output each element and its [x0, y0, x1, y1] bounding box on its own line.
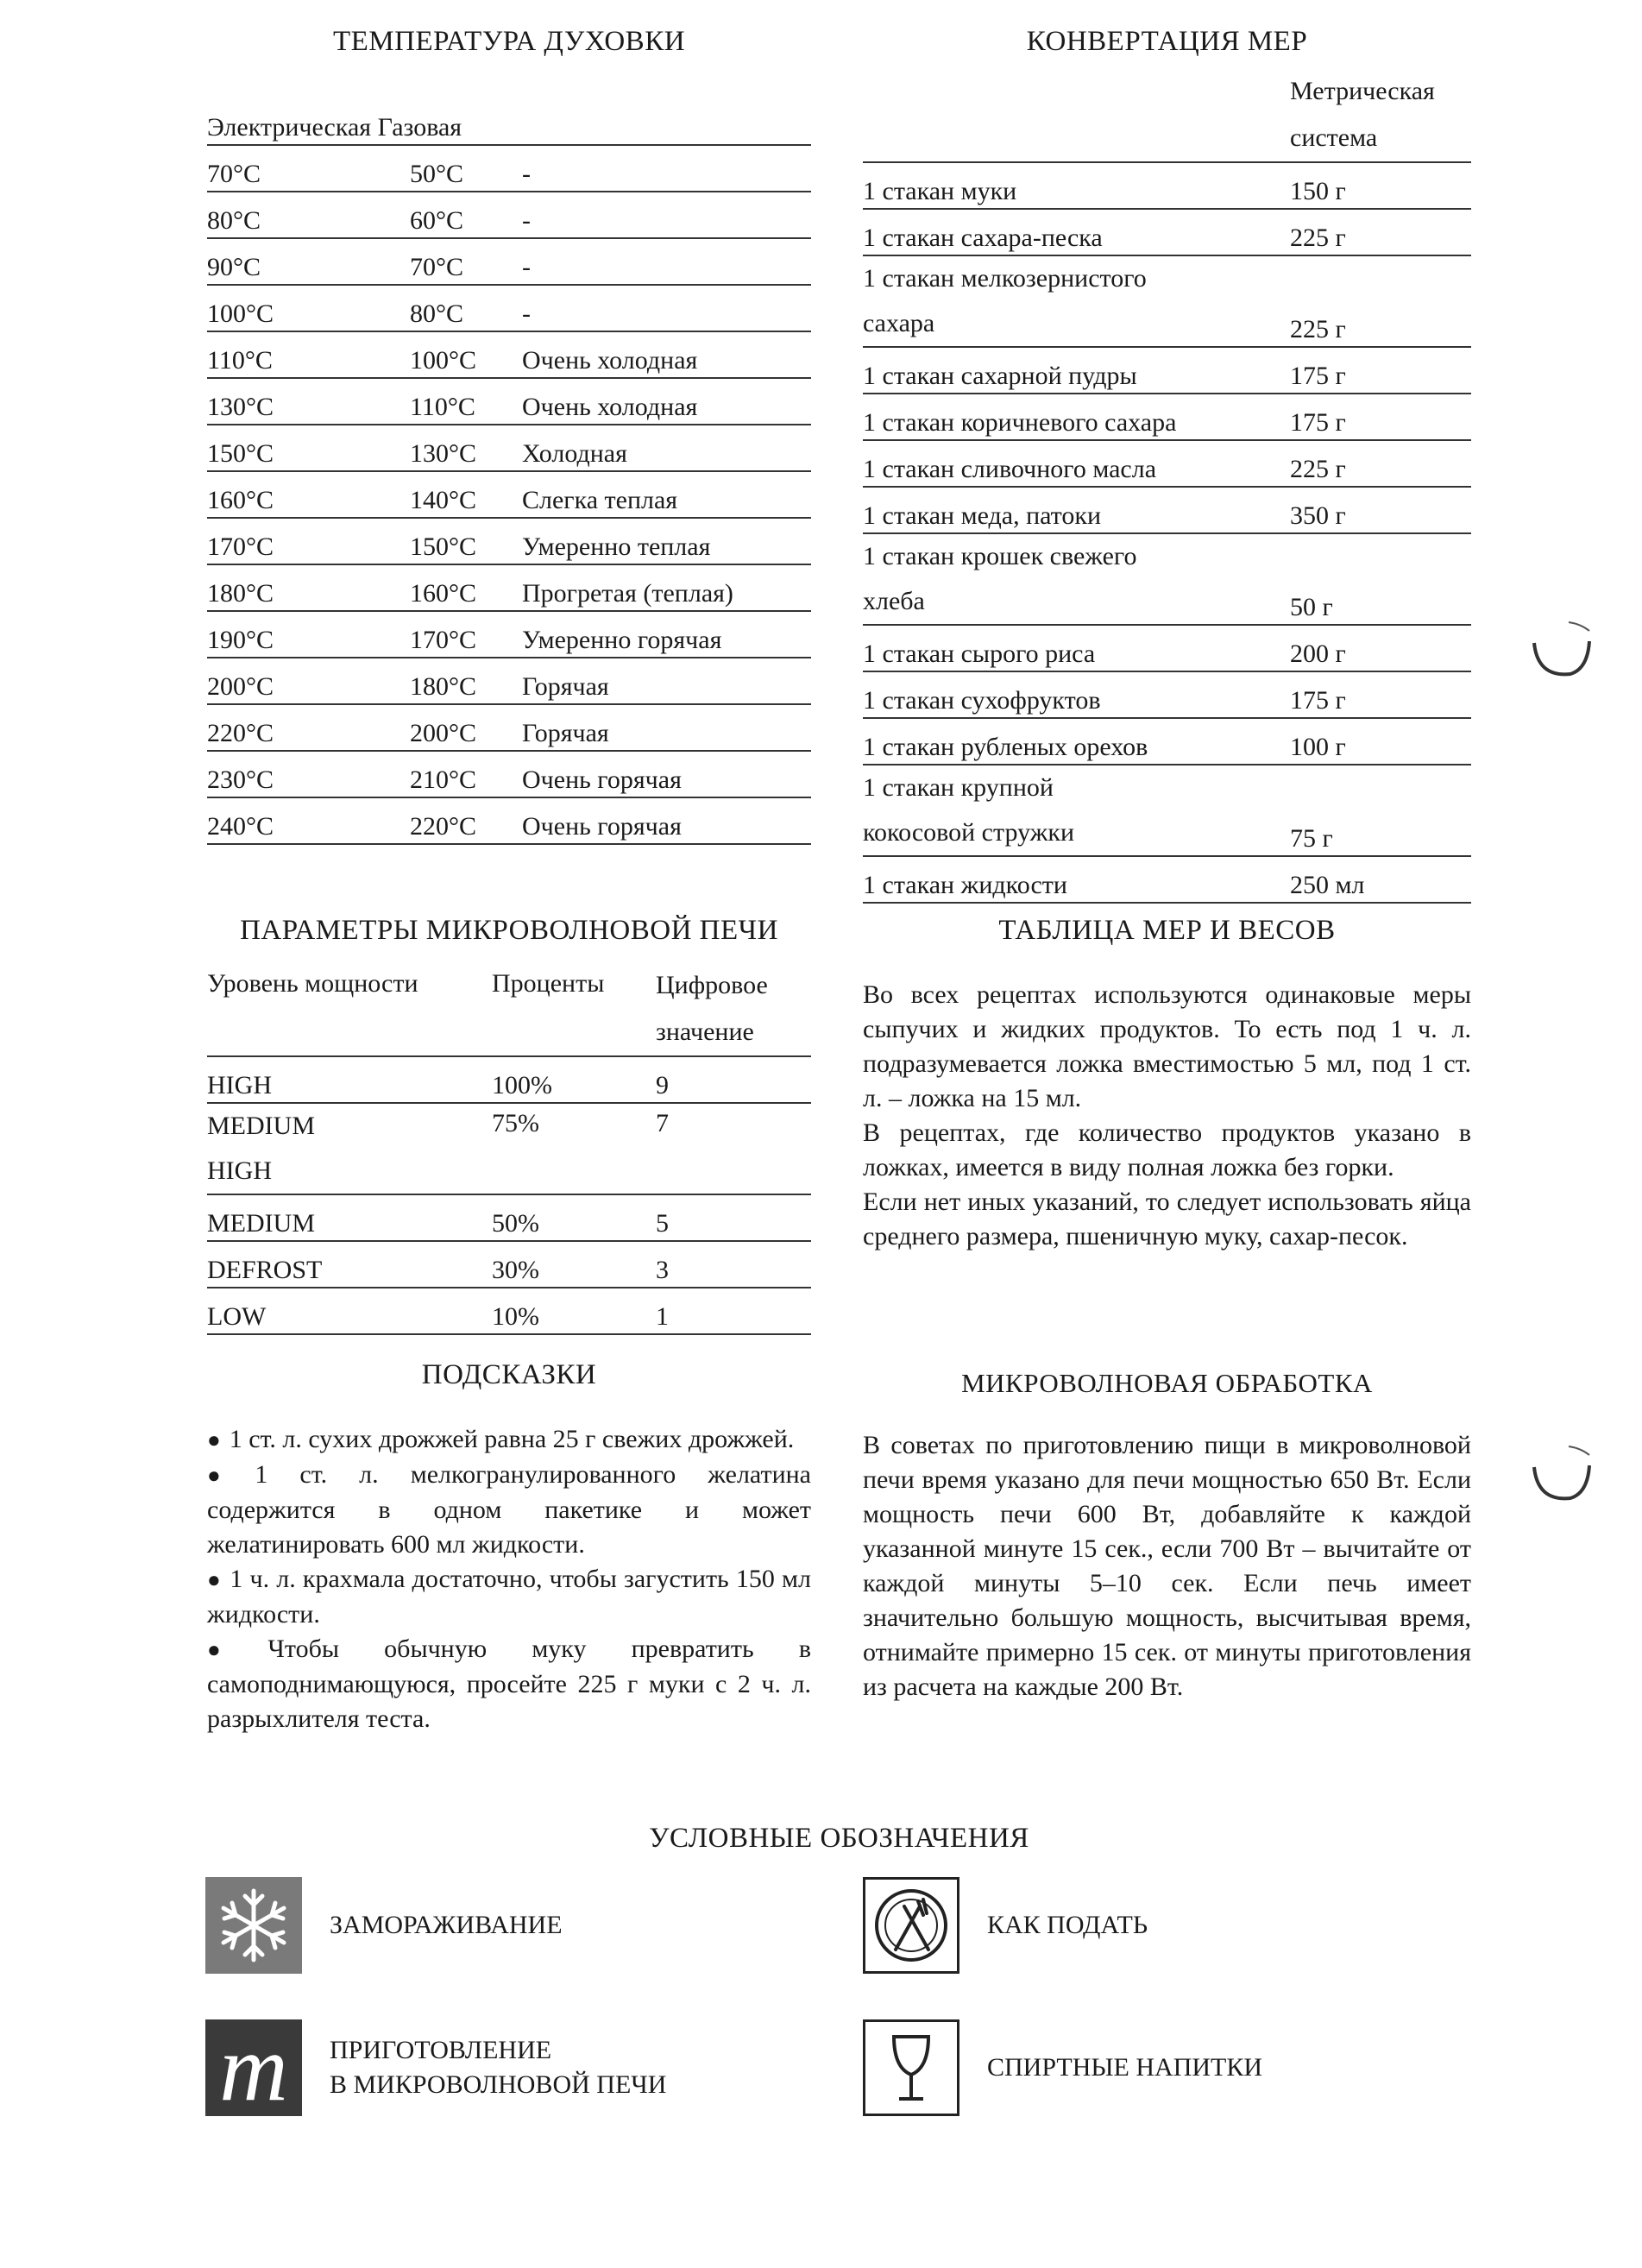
oven-electric-cell: 80°C [207, 192, 410, 238]
conversion-value-cell: 175 г [1290, 347, 1471, 394]
oven-gas-cell: 170°C [410, 611, 522, 658]
tip-text: 1 ст. л. мелкогранулированного желатина содержится в одном пакетике и может желатинировать 600 мл жидкости. [207, 1460, 811, 1559]
tip-item [207, 1458, 811, 1562]
mw-percent-cell: 30% [492, 1241, 656, 1288]
conversion-item-line-2: кокосовой стружки [863, 818, 1075, 847]
conversion-row [863, 625, 1471, 671]
conversion-value-cell: 100 г [1290, 718, 1471, 765]
conversion-item-line-2: хлеба [863, 587, 925, 615]
oven-desc-cell: Горячая [522, 704, 811, 751]
oven-electric-cell: 150°C [207, 425, 410, 471]
legend-section [207, 1823, 1471, 1855]
conversion-row [863, 347, 1471, 394]
conversion-row [863, 255, 1471, 347]
oven-row [207, 285, 811, 331]
microwave-m-glyph: m [219, 2015, 288, 2120]
oven-electric-cell: 90°C [207, 238, 410, 285]
mw-percent-cell: 10% [492, 1288, 656, 1334]
tip-text: 1 ч. л. крахмала достаточно, чтобы загустить 150 мл жидкости. [207, 1565, 811, 1629]
conversion-value-cell: 150 г [1290, 162, 1471, 209]
oven-row [207, 518, 811, 564]
oven-row [207, 145, 811, 192]
conversion-row [863, 487, 1471, 533]
measures-paragraph-3: Если нет иных указаний, то следует использовать яйца среднего размера, пшеничную муку, сахар-песок. [863, 1188, 1471, 1251]
conversion-table [863, 68, 1471, 904]
oven-gas-cell: 100°C [410, 331, 522, 378]
oven-desc-cell: Умеренно теплая [522, 518, 811, 564]
plate-cutlery-icon [863, 1877, 959, 1974]
oven-title: ТЕМПЕРАТУРА ДУХОВКИ [332, 26, 686, 57]
conversion-value-cell: 225 г [1290, 440, 1471, 487]
tips-list [207, 1422, 811, 1736]
mw-level-cell: DEFROST [207, 1241, 492, 1288]
conversion-value-cell: 250 мл [1290, 856, 1471, 903]
mw-digital-cell: 1 [656, 1288, 811, 1334]
binder-hole-icon [1526, 617, 1595, 686]
oven-section [207, 26, 811, 845]
conversion-item-cell: 1 стакан сливочного масла [863, 440, 1290, 487]
oven-desc-cell: - [522, 238, 811, 285]
legend-microwave [205, 2015, 667, 2120]
oven-row [207, 471, 811, 518]
oven-gas-cell: 140°C [410, 471, 522, 518]
conversion-value-cell: 225 г [1290, 255, 1471, 347]
conversion-item-cell [863, 533, 1290, 625]
bullet-icon: ● [207, 1463, 247, 1488]
oven-gas-cell: 130°C [410, 425, 522, 471]
tips-section [207, 1359, 811, 1736]
oven-row [207, 658, 811, 704]
oven-desc-cell: Прогретая (теплая) [522, 564, 811, 611]
oven-row [207, 425, 811, 471]
legend-serve-label: КАК ПОДАТЬ [987, 1911, 1148, 1939]
wine-glass-icon [863, 2019, 959, 2116]
oven-desc-cell: Очень холодная [522, 331, 811, 378]
oven-row [207, 751, 811, 797]
oven-electric-cell: 230°C [207, 751, 410, 797]
measures-paragraph-1: Во всех рецептах используются одинаковые меры сыпучих и жидких продуктов. То есть под 1 ч. л. подразумевается ложка вместимостью 5 мл, под 1 ст. л. – ложка на 15 мл. [863, 980, 1471, 1112]
oven-electric-cell: 110°C [207, 331, 410, 378]
oven-row [207, 331, 811, 378]
oven-electric-cell: 240°C [207, 797, 410, 844]
oven-desc-cell: Очень холодная [522, 378, 811, 425]
conversion-item-cell: 1 стакан сухофруктов [863, 671, 1290, 718]
mw-col-level: Уровень мощности [207, 962, 492, 1056]
oven-electric-cell: 130°C [207, 378, 410, 425]
oven-desc-cell: Слегка теплая [522, 471, 811, 518]
oven-electric-cell: 170°C [207, 518, 410, 564]
oven-row [207, 797, 811, 844]
legend-microwave-label-2: В МИКРОВОЛНОВОЙ ПЕЧИ [330, 2070, 667, 2099]
oven-col-electric: Электрическая [207, 113, 372, 142]
oven-gas-cell: 180°C [410, 658, 522, 704]
mw-level-cell [207, 1103, 492, 1194]
conversion-item-cell: 1 стакан коричневого сахара [863, 394, 1290, 440]
conversion-header-row [863, 68, 1471, 162]
oven-electric-cell: 220°C [207, 704, 410, 751]
oven-electric-cell: 100°C [207, 285, 410, 331]
conversion-value-cell: 50 г [1290, 533, 1471, 625]
conversion-row [863, 533, 1471, 625]
mw-level-line-1: MEDIUM [207, 1112, 315, 1140]
oven-desc-cell: Очень горячая [522, 797, 811, 844]
mw-percent-cell: 50% [492, 1194, 656, 1241]
oven-electric-cell: 200°C [207, 658, 410, 704]
oven-header-row [207, 103, 811, 145]
oven-gas-cell: 80°C [410, 285, 522, 331]
oven-desc-cell: - [522, 192, 811, 238]
oven-gas-cell: 50°C [410, 145, 522, 192]
conversion-section [863, 26, 1471, 904]
conversion-value-cell: 225 г [1290, 209, 1471, 255]
conversion-value-cell: 175 г [1290, 394, 1471, 440]
binder-hole-icon [1526, 1441, 1595, 1510]
mw-percent-cell: 100% [492, 1056, 656, 1103]
conversion-item-cell: 1 стакан жидкости [863, 856, 1290, 903]
oven-row [207, 238, 811, 285]
snowflake-icon [205, 1877, 302, 1974]
conversion-row [863, 209, 1471, 255]
conversion-item-cell: 1 стакан сырого риса [863, 625, 1290, 671]
mw-level-cell: HIGH [207, 1056, 492, 1103]
conversion-item-line-1: 1 стакан крупной [863, 773, 1054, 802]
conversion-item-line-2: сахара [863, 309, 935, 337]
microwave-m-icon [205, 2015, 302, 2120]
oven-gas-cell: 210°C [410, 751, 522, 797]
conversion-col-metric-1: Метрическая [1290, 77, 1435, 105]
oven-electric-cell: 160°C [207, 471, 410, 518]
oven-row [207, 378, 811, 425]
microwave-params-table [207, 962, 811, 1335]
mw-digital-cell: 3 [656, 1241, 811, 1288]
bullet-icon: ● [207, 1427, 221, 1452]
conversion-row [863, 671, 1471, 718]
conversion-item-cell [863, 255, 1290, 347]
measures-section [863, 915, 1471, 1254]
conversion-item-cell: 1 стакан сахарной пудры [863, 347, 1290, 394]
mw-row [207, 1288, 811, 1334]
tip-text: Чтобы обычную муку превратить в самоподнимающуюся, просейте 225 г муки с 2 ч. л. разрыхлителя теста. [207, 1635, 811, 1733]
legend-freeze-label: ЗАМОРАЖИВАНИЕ [330, 1911, 563, 1939]
oven-desc-cell: - [522, 285, 811, 331]
tip-item [207, 1632, 811, 1736]
oven-electric-cell: 180°C [207, 564, 410, 611]
oven-desc-cell: - [522, 145, 811, 192]
oven-col-gas: Газовая [377, 113, 462, 142]
oven-electric-cell: 70°C [207, 145, 410, 192]
oven-gas-cell: 60°C [410, 192, 522, 238]
oven-row [207, 564, 811, 611]
oven-row [207, 611, 811, 658]
mw-level-cell: LOW [207, 1288, 492, 1334]
mw-level-cell: MEDIUM [207, 1194, 492, 1241]
oven-gas-cell: 220°C [410, 797, 522, 844]
mw-col-digital-1: Цифровое [656, 971, 768, 999]
conversion-item-line-1: 1 стакан крошек свежего [863, 542, 1137, 570]
oven-gas-cell: 160°C [410, 564, 522, 611]
microwave-params-section [207, 915, 811, 1335]
conversion-item-cell: 1 стакан муки [863, 162, 1290, 209]
conversion-item-cell: 1 стакан меда, патоки [863, 487, 1290, 533]
oven-desc-cell: Холодная [522, 425, 811, 471]
bullet-icon: ● [207, 1567, 222, 1592]
conversion-item-cell: 1 стакан рубленых орехов [863, 718, 1290, 765]
mw-digital-cell: 7 [656, 1103, 811, 1194]
tip-text: 1 ст. л. сухих дрожжей равна 25 г свежих дрожжей. [229, 1425, 795, 1453]
oven-gas-cell: 150°C [410, 518, 522, 564]
mw-row [207, 1241, 811, 1288]
mw-percent-cell: 75% [492, 1103, 656, 1194]
conversion-row [863, 162, 1471, 209]
conversion-row [863, 856, 1471, 903]
microwave-processing-section [863, 1368, 1471, 1704]
microwave-processing-text: В советах по приготовлению пищи в микроволновой печи время указано для печи мощностью 650 Вт. Если мощность печи 600 Вт, добавляйте к каждой указанной минуте 15 сек., если 700 Вт – вычитайте от каждой минуты 5–10 сек. Если печь имеет значительно большую мощность, высчитывая время, отнимайте примерно 15 сек. от минуты приготовления из расчета на каждые 200 Вт. [863, 1431, 1471, 1701]
conversion-value-cell: 200 г [1290, 625, 1471, 671]
oven-electric-cell: 190°C [207, 611, 410, 658]
legend-drinks-label: СПИРТНЫЕ НАПИТКИ [987, 2053, 1263, 2082]
oven-row [207, 704, 811, 751]
oven-desc-cell: Умеренно горячая [522, 611, 811, 658]
tips-title: ПОДСКАЗКИ [421, 1359, 597, 1390]
conversion-title: КОНВЕРТАЦИЯ МЕР [1026, 26, 1308, 57]
conversion-row [863, 718, 1471, 765]
conversion-item-cell: 1 стакан сахара-песка [863, 209, 1290, 255]
oven-desc-cell: Очень горячая [522, 751, 811, 797]
conversion-row [863, 440, 1471, 487]
tip-item [207, 1422, 811, 1458]
conversion-value-cell: 350 г [1290, 487, 1471, 533]
legend-microwave-label [330, 2033, 666, 2102]
conversion-col-metric-2: система [1290, 123, 1378, 152]
mw-col-digital-2: значение [656, 1017, 754, 1046]
mw-level-line-2: HIGH [207, 1156, 272, 1185]
conversion-row [863, 394, 1471, 440]
conversion-value-cell: 175 г [1290, 671, 1471, 718]
mw-digital-cell: 9 [656, 1056, 811, 1103]
oven-row [207, 192, 811, 238]
conversion-item-cell [863, 765, 1290, 856]
mw-row [207, 1056, 811, 1103]
microwave-processing-title: МИКРОВОЛНОВАЯ ОБРАБОТКА [961, 1368, 1373, 1398]
legend-freeze [205, 1877, 563, 1974]
measures-paragraph-2: В рецептах, где количество продуктов указано в ложках, имеется в виду полная ложка без горки. [863, 1118, 1471, 1181]
oven-desc-cell: Горячая [522, 658, 811, 704]
oven-gas-cell: 200°C [410, 704, 522, 751]
mw-row [207, 1103, 811, 1194]
legend-title: УСЛОВНЫЕ ОБОЗНАЧЕНИЯ [649, 1823, 1029, 1854]
oven-gas-cell: 110°C [410, 378, 522, 425]
tip-item [207, 1562, 811, 1632]
conversion-item-line-1: 1 стакан мелкозернистого [863, 264, 1147, 293]
conversion-row [863, 765, 1471, 856]
legend-drinks [863, 2019, 1262, 2116]
conversion-value-cell: 75 г [1290, 765, 1471, 856]
bullet-icon: ● [207, 1637, 260, 1662]
oven-gas-cell: 70°C [410, 238, 522, 285]
microwave-params-title: ПАРАМЕТРЫ МИКРОВОЛНОВОЙ ПЕЧИ [240, 915, 778, 946]
mw-header-row [207, 962, 811, 1056]
legend-serve [863, 1877, 1148, 1974]
mw-col-percent: Проценты [492, 962, 656, 1056]
oven-table [207, 103, 811, 845]
mw-row [207, 1194, 811, 1241]
measures-title: ТАБЛИЦА МЕР И ВЕСОВ [998, 915, 1336, 946]
legend-microwave-label-1: ПРИГОТОВЛЕНИЕ [330, 2036, 552, 2064]
mw-digital-cell: 5 [656, 1194, 811, 1241]
